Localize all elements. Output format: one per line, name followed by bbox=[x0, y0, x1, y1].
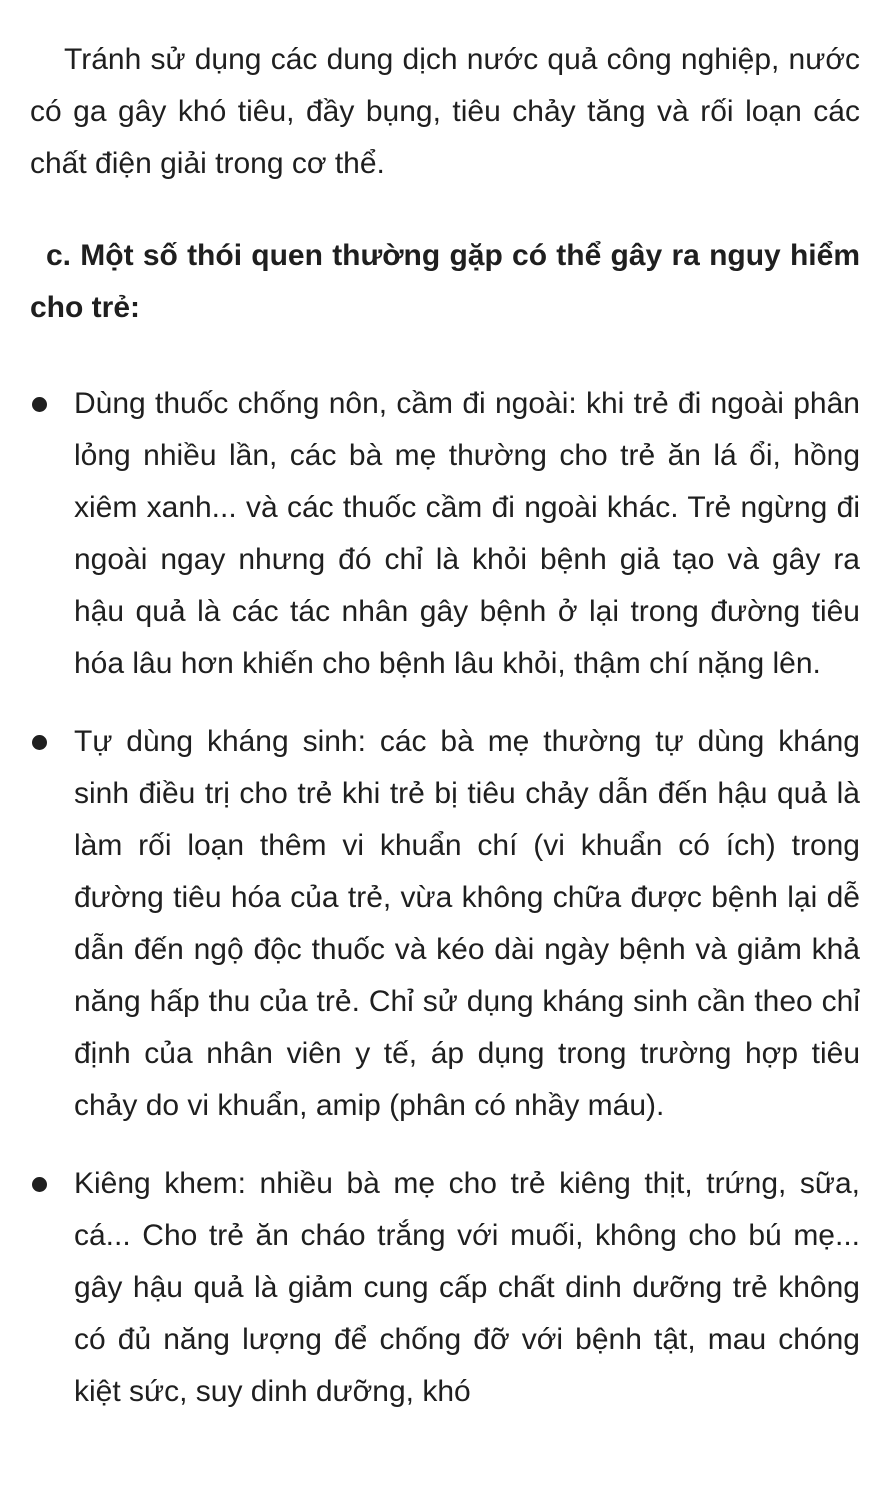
bullet-dot-icon bbox=[32, 1177, 47, 1192]
bullet-list bbox=[0, 378, 890, 1418]
bullet-text: Tự dùng kháng sinh: các bà mẹ thường tự dùng kháng sinh điều trị cho trẻ khi trẻ bị tiêu chảy dẫn đến hậu quả là làm rối loạn thêm vi khuẩn chí (vi khuẩn có ích) trong đường tiêu hóa của trẻ, vừa không chữa được bệnh lại dễ dẫn đến ngộ độc thuốc và kéo dài ngày bệnh và giảm khả năng hấp thu của trẻ. Chỉ sử dụng kháng sinh cần theo chỉ định của nhân viên y tế, áp dụng trong trường hợp tiêu chảy do vi khuẩn, amip (phân có nhầy máu). bbox=[74, 725, 860, 1122]
bullet-dot-icon bbox=[32, 735, 47, 750]
bullet-item-antibiotics bbox=[0, 716, 860, 1132]
section-heading: c. Một số thói quen thường gặp có thể gây ra nguy hiểm cho trẻ: bbox=[30, 239, 860, 324]
bullet-text: Kiêng khem: nhiều bà mẹ cho trẻ kiêng thịt, trứng, sữa, cá... Cho trẻ ăn cháo trắng với muối, không cho bú mẹ... gây hậu quả là giảm cung cấp chất dinh dưỡng trẻ không có đủ năng lượng để chống đỡ với bệnh tật, mau chóng kiệt sức, suy dinh dưỡng, khó bbox=[74, 1167, 860, 1408]
bullet-text: Dùng thuốc chống nôn, cầm đi ngoài: khi trẻ đi ngoài phân lỏng nhiều lần, các bà mẹ thường cho trẻ ăn lá ổi, hồng xiêm xanh... và các thuốc cầm đi ngoài khác. Trẻ ngừng đi ngoài ngay nhưng đó chỉ là khỏi bệnh giả tạo và gây ra hậu quả là các tác nhân gây bệnh ở lại trong đường tiêu hóa lâu hơn khiến cho bệnh lâu khỏi, thậm chí nặng lên. bbox=[74, 387, 860, 680]
intro-paragraph: Tránh sử dụng các dung dịch nước quả công nghiệp, nước có ga gây khó tiêu, đầy bụng, tiêu chảy tăng và rối loạn các chất điện giải trong cơ thể. bbox=[30, 43, 860, 180]
bullet-dot-icon bbox=[32, 397, 47, 412]
bullet-item-antiemetic bbox=[0, 378, 860, 690]
bullet-item-diet-restriction bbox=[0, 1158, 860, 1418]
